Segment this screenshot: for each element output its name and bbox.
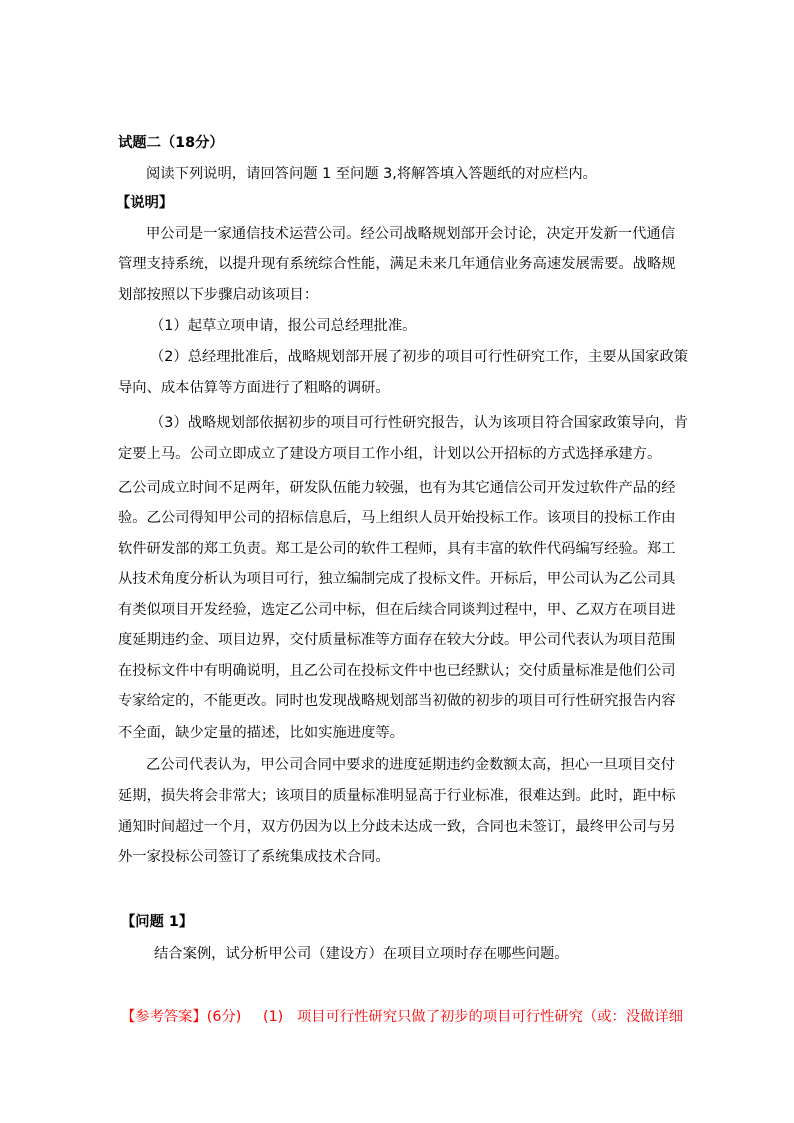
- paragraph-line: 在投标文件中有明确说明，且乙公司在投标文件中也已经默认；交付质量标准是他们公司: [118, 663, 676, 679]
- answer-text: 项目可行性研究只做了初步的项目可行性研究（或：没做详细: [297, 1009, 684, 1025]
- answer-label: 【参考答案】(6分): [121, 1009, 242, 1025]
- step-1: （1）起草立项申请，报公司总经理批准。: [150, 318, 417, 334]
- paragraph-line: 度延期违约金、项目边界，交付质量标准等方面存在较大分歧。甲公司代表认为项目范围: [118, 632, 676, 648]
- intro-text: 阅读下列说明，请回答问题 1 至问题 3,将解答填入答题纸的对应栏内。: [146, 166, 597, 182]
- answer-number: (1): [263, 1009, 284, 1025]
- paragraph-line: 乙公司成立时间不足两年，研发队伍能力较强，也有为其它通信公司开发过软件产品的经: [118, 480, 676, 496]
- paragraph-line: 甲公司是一家通信技术运营公司。经公司战略规划部开会讨论，决定开发新一代通信: [146, 226, 675, 242]
- question-1-heading: 【问题 1】: [121, 914, 194, 930]
- paragraph-line: 管理支持系统，以提升现有系统综合性能，满足未来几年通信业务高速发展需要。战略规: [118, 256, 676, 272]
- paragraph-line: 验。乙公司得知甲公司的招标信息后，马上组织人员开始投标工作。该项目的投标工作由: [118, 510, 676, 526]
- reference-answer: [121, 1008, 684, 1026]
- description-heading: 【说明】: [116, 195, 174, 211]
- paragraph-line: 外一家投标公司签订了系统集成技术合同。: [118, 849, 390, 865]
- step-3-line: （3）战略规划部依据初步的项目可行性研究报告，认为该项目符合国家政策导向，肯: [150, 415, 689, 431]
- paragraph-line: 专家给定的，不能更改。同时也发现战略规划部当初做的初步的项目可行性研究报告内容: [118, 693, 676, 709]
- step-2-line: （2）总经理批准后，战略规划部开展了初步的项目可行性研究工作，主要从国家政策: [150, 349, 689, 365]
- paragraph-line: 从技术角度分析认为项目可行，独立编制完成了投标文件。开标后，甲公司认为乙公司具: [118, 571, 676, 587]
- paragraph-line: 有类似项目开发经验，选定乙公司中标，但在后续合同谈判过程中，甲、乙双方在项目进: [118, 602, 676, 618]
- paragraph-line: 划部按照以下步骤启动该项目：: [118, 287, 319, 303]
- step-2-line: 导向、成本估算等方面进行了粗略的调研。: [118, 380, 390, 396]
- question-1-text: 结合案例，试分析甲公司（建设方）在项目立项时存在哪些问题。: [154, 946, 569, 962]
- paragraph-line: 不全面，缺少定量的描述，比如实施进度等。: [118, 725, 404, 741]
- paragraph-line: 乙公司代表认为，甲公司合同中要求的进度延期违约金数额太高，担心一旦项目交付: [146, 757, 675, 773]
- paragraph-line: 通知时间超过一个月，双方仍因为以上分歧未达成一致，合同也未签订，最终甲公司与另: [118, 819, 676, 835]
- step-3-line: 定要上马。公司立即成立了建设方项目工作小组，计划以公开招标的方式选择承建方。: [118, 446, 662, 462]
- paragraph-line: 软件研发部的郑工负责。郑工是公司的软件工程师，具有丰富的软件代码编写经验。郑工: [118, 541, 676, 557]
- paragraph-line: 延期，损失将会非常大；该项目的质量标准明显高于行业标准，很难达到。此时，距中标: [118, 788, 676, 804]
- question-title: 试题二（18分）: [118, 135, 224, 151]
